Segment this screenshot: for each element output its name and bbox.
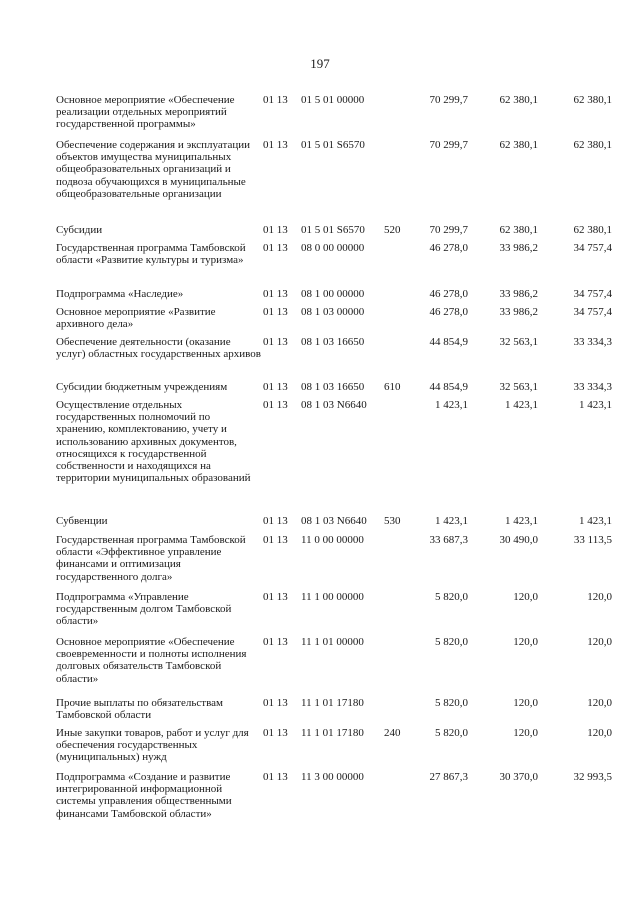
row-value-1: 46 278,0	[429, 306, 468, 318]
row-section-code: 01 13	[263, 727, 288, 739]
row-name: Субвенции	[56, 515, 108, 527]
row-value-3: 120,0	[587, 697, 612, 709]
row-value-1: 70 299,7	[429, 94, 468, 106]
row-target-article: 08 1 03 00000	[301, 306, 365, 318]
row-section-code: 01 13	[263, 242, 288, 254]
row-value-3: 120,0	[587, 636, 612, 648]
row-value-2: 30 370,0	[499, 771, 538, 783]
row-value-2: 62 380,1	[499, 224, 538, 236]
row-value-1: 70 299,7	[429, 139, 468, 151]
row-value-1: 5 820,0	[435, 591, 468, 603]
row-section-code: 01 13	[263, 697, 288, 709]
row-value-1: 5 820,0	[435, 697, 468, 709]
row-value-3: 120,0	[587, 727, 612, 739]
row-section-code: 01 13	[263, 771, 288, 783]
row-target-article: 11 0 00 00000	[301, 534, 364, 546]
row-value-3: 120,0	[587, 591, 612, 603]
row-section-code: 01 13	[263, 288, 288, 300]
row-target-article: 08 1 03 16650	[301, 336, 365, 348]
row-expense-type: 240	[384, 727, 401, 739]
row-value-2: 30 490,0	[499, 534, 538, 546]
row-value-1: 46 278,0	[429, 242, 468, 254]
row-value-2: 120,0	[513, 697, 538, 709]
row-target-article: 08 1 03 N6640	[301, 399, 367, 411]
row-value-1: 5 820,0	[435, 636, 468, 648]
row-value-2: 33 986,2	[499, 242, 538, 254]
row-target-article: 08 1 03 16650	[301, 381, 365, 393]
row-value-1: 70 299,7	[429, 224, 468, 236]
row-target-article: 01 5 01 S6570	[301, 139, 365, 151]
row-name: Государственная программа Тамбовской области «Развитие культуры и туризма»	[56, 242, 246, 267]
row-section-code: 01 13	[263, 534, 288, 546]
row-section-code: 01 13	[263, 139, 288, 151]
row-name: Подпрограмма «Управление государственным долгом Тамбовской области»	[56, 591, 232, 628]
row-target-article: 01 5 01 S6570	[301, 224, 365, 236]
row-section-code: 01 13	[263, 591, 288, 603]
row-expense-type: 610	[384, 381, 401, 393]
row-value-1: 1 423,1	[435, 515, 468, 527]
row-value-3: 62 380,1	[573, 224, 612, 236]
row-name: Основное мероприятие «Развитие архивного дела»	[56, 306, 216, 331]
row-section-code: 01 13	[263, 94, 288, 106]
row-value-3: 34 757,4	[573, 306, 612, 318]
row-value-3: 1 423,1	[579, 515, 612, 527]
row-value-2: 33 986,2	[499, 288, 538, 300]
row-name: Субсидии	[56, 224, 103, 236]
row-section-code: 01 13	[263, 306, 288, 318]
row-value-3: 34 757,4	[573, 288, 612, 300]
row-value-3: 34 757,4	[573, 242, 612, 254]
row-value-3: 33 334,3	[573, 381, 612, 393]
row-value-3: 1 423,1	[579, 399, 612, 411]
row-value-2: 120,0	[513, 636, 538, 648]
row-value-2: 120,0	[513, 591, 538, 603]
row-name: Осуществление отдельных государственных полномочий по хранению, комплектованию, учету и использованию архивных документов, относящихся к государственной собственности и находящихся на территории муниципальных образований	[56, 399, 251, 485]
row-target-article: 01 5 01 00000	[301, 94, 365, 106]
row-value-3: 32 993,5	[573, 771, 612, 783]
row-value-2: 33 986,2	[499, 306, 538, 318]
row-section-code: 01 13	[263, 224, 288, 236]
row-value-3: 62 380,1	[573, 94, 612, 106]
row-target-article: 11 1 00 00000	[301, 591, 364, 603]
row-value-1: 46 278,0	[429, 288, 468, 300]
row-value-3: 33 113,5	[573, 534, 612, 546]
row-expense-type: 520	[384, 224, 401, 236]
row-name: Субсидии бюджетным учреждениям	[56, 381, 228, 393]
row-value-2: 120,0	[513, 727, 538, 739]
row-value-2: 1 423,1	[505, 399, 538, 411]
row-target-article: 08 1 00 00000	[301, 288, 365, 300]
row-value-1: 5 820,0	[435, 727, 468, 739]
row-expense-type: 530	[384, 515, 401, 527]
row-value-1: 44 854,9	[429, 381, 468, 393]
row-target-article: 11 1 01 17180	[301, 727, 364, 739]
row-name: Основное мероприятие «Обеспечение своевременности и полноты исполнения долговых обязательств Тамбовской области»	[56, 636, 247, 685]
row-value-2: 32 563,1	[499, 336, 538, 348]
row-name: Иные закупки товаров, работ и услуг для обеспечения государственных (муниципальных) нужд	[56, 727, 249, 764]
row-value-2: 1 423,1	[505, 515, 538, 527]
row-target-article: 11 1 01 00000	[301, 636, 364, 648]
row-target-article: 08 0 00 00000	[301, 242, 365, 254]
row-section-code: 01 13	[263, 515, 288, 527]
row-name: Обеспечение содержания и эксплуатации объектов имущества муниципальных общеобразовательных организаций и подвоза обучающихся в муниципальные общеобразовательные организации	[56, 139, 250, 200]
row-value-1: 1 423,1	[435, 399, 468, 411]
row-value-2: 32 563,1	[499, 381, 538, 393]
row-value-3: 33 334,3	[573, 336, 612, 348]
row-name: Основное мероприятие «Обеспечение реализации отдельных мероприятий государственной программы»	[56, 94, 235, 131]
row-value-2: 62 380,1	[499, 139, 538, 151]
row-value-1: 33 687,3	[429, 534, 468, 546]
row-section-code: 01 13	[263, 336, 288, 348]
row-section-code: 01 13	[263, 636, 288, 648]
row-name: Подпрограмма «Наследие»	[56, 288, 184, 300]
row-name: Прочие выплаты по обязательствам Тамбовской области	[56, 697, 223, 722]
row-value-1: 27 867,3	[429, 771, 468, 783]
row-section-code: 01 13	[263, 399, 288, 411]
row-section-code: 01 13	[263, 381, 288, 393]
row-value-2: 62 380,1	[499, 94, 538, 106]
row-value-3: 62 380,1	[573, 139, 612, 151]
row-value-1: 44 854,9	[429, 336, 468, 348]
row-target-article: 08 1 03 N6640	[301, 515, 367, 527]
row-target-article: 11 1 01 17180	[301, 697, 364, 709]
row-name: Подпрограмма «Создание и развитие интегрированной информационной системы управления общественными финансами Тамбовской области»	[56, 771, 232, 820]
row-name: Обеспечение деятельности (оказание услуг) областных государственных архивов	[56, 336, 261, 361]
row-target-article: 11 3 00 00000	[301, 771, 364, 783]
page-number: 197	[310, 56, 330, 71]
row-name: Государственная программа Тамбовской области «Эффективное управление финансами и оптимизация государственного долга»	[56, 534, 246, 583]
